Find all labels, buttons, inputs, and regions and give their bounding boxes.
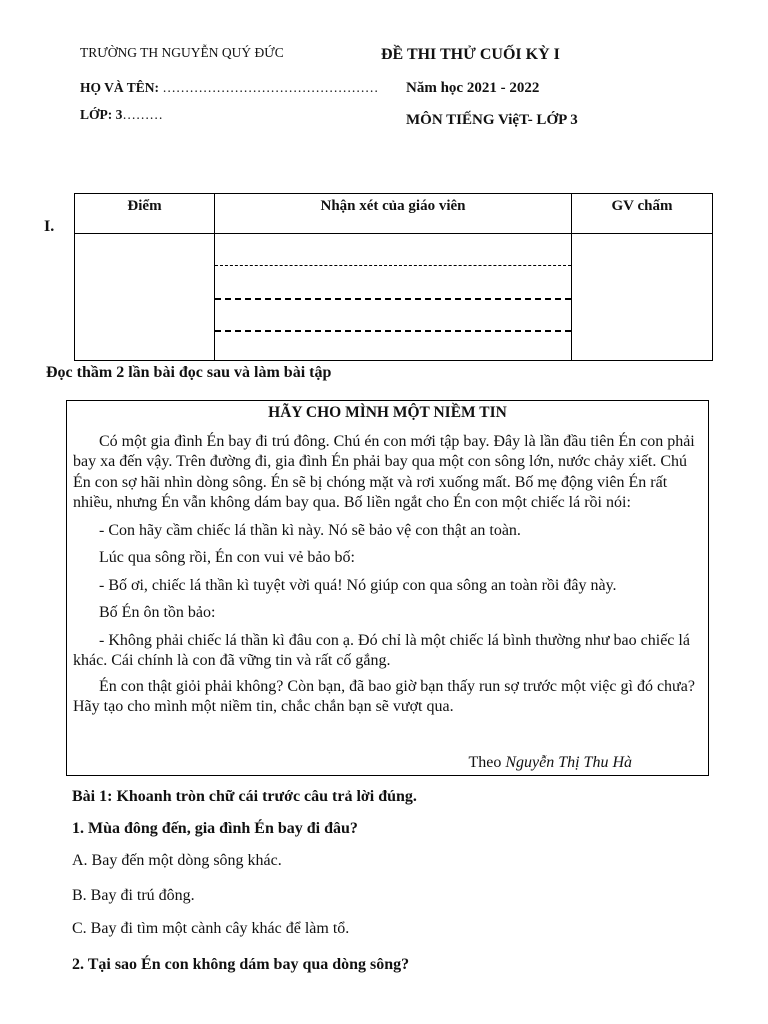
score-table-header-row	[75, 194, 713, 234]
answer-option-a[interactable]: A. Bay đến một dòng sông khác.	[72, 852, 282, 869]
class-field	[80, 107, 163, 123]
passage-paragraph: Bố Én ôn tồn bảo:	[99, 604, 216, 621]
passage-paragraph: Có một gia đình Én bay đi trú đông. Chú én con mới tập bay. Đây là lần đầu tiên Én con phải bay xa đến vậy. Trên đường đi, gia đình Én phải bay qua một con sông lớn, nước chảy xiết. Chú Én con sợ hãi nhìn dòng sông. Én sẽ bị chóng mặt và rơi xuống mất. Bố mẹ động viên Én rất nhiều, nhưng Én vẫn không dám bay qua. Bố liền ngắt cho Én con một chiếc lá rồi nói:	[73, 432, 695, 511]
grader-cell[interactable]	[572, 234, 713, 361]
passage-credit	[468, 753, 632, 774]
credit-prefix: Theo	[468, 753, 502, 771]
exercise-title: Bài 1: Khoanh tròn chữ cái trước câu trả lời đúng.	[72, 788, 417, 805]
comment-cell[interactable]	[215, 234, 572, 361]
answer-option-c[interactable]: C. Bay đi tìm một cành cây khác để làm tổ.	[72, 920, 350, 937]
passage-paragraph: - Bố ơi, chiếc lá thần kì tuyệt vời quá! Nó giúp con qua sông an toàn rồi đây này.	[99, 576, 617, 594]
comment-line	[215, 265, 571, 266]
reading-passage-box	[66, 400, 709, 776]
comment-line	[215, 330, 571, 332]
student-name-label: HỌ VÀ TÊN:	[80, 80, 160, 95]
comment-column-header: Nhận xét của giáo viên	[215, 194, 572, 234]
student-name-blank: …………………………………………	[162, 80, 379, 95]
question-1: 1. Mùa đông đến, gia đình Én bay đi đâu?	[72, 820, 358, 837]
subject-title: MÔN TIẾNG ViệT- LỚP 3	[406, 112, 578, 128]
section-label: I.	[44, 218, 55, 235]
score-table	[74, 193, 713, 361]
passage-body	[67, 424, 708, 718]
passage-paragraph: - Không phải chiếc lá thần kì đâu con ạ. Đó chỉ là một chiếc lá bình thường như bao chiếc lá khác. Cái chính là con đã vững tin và rất cố gắng.	[73, 631, 690, 669]
school-year: Năm học 2021 - 2022	[406, 80, 540, 96]
passage-paragraph: Én con thật giỏi phải không? Còn bạn, đã bao giờ bạn thấy run sợ trước một việc gì đó chưa? Hãy tạo cho mình một niềm tin, chắc chắn bạn sẽ vượt qua.	[73, 677, 695, 715]
credit-author: Nguyễn Thị Thu Hà	[505, 753, 632, 771]
exam-title: ĐỀ THI THỬ CUỐI KỲ I	[381, 46, 560, 63]
grader-column-header: GV chấm	[572, 194, 713, 234]
student-name-field	[80, 80, 378, 96]
comment-line	[215, 298, 571, 300]
class-blank: ………	[122, 107, 163, 122]
score-table-body-row	[75, 234, 713, 361]
question-2: 2. Tại sao Én con không dám bay qua dòng sông?	[72, 956, 410, 973]
passage-paragraph: Lúc qua sông rồi, Én con vui vẻ bảo bố:	[99, 549, 355, 566]
school-name: TRƯỜNG TH NGUYỄN QUÝ ĐỨC	[80, 45, 284, 60]
reading-instruction: Đọc thầm 2 lần bài đọc sau và làm bài tập	[46, 364, 332, 381]
score-cell[interactable]	[75, 234, 215, 361]
score-column-header: Điểm	[75, 194, 215, 234]
class-label: LỚP: 3	[80, 107, 123, 122]
passage-title: HÃY CHO MÌNH MỘT NIỀM TIN	[268, 404, 507, 421]
passage-paragraph: - Con hãy cầm chiếc lá thần kì này. Nó sẽ bảo vệ con thật an toàn.	[99, 521, 521, 539]
answer-option-b[interactable]: B. Bay đi trú đông.	[72, 887, 195, 904]
